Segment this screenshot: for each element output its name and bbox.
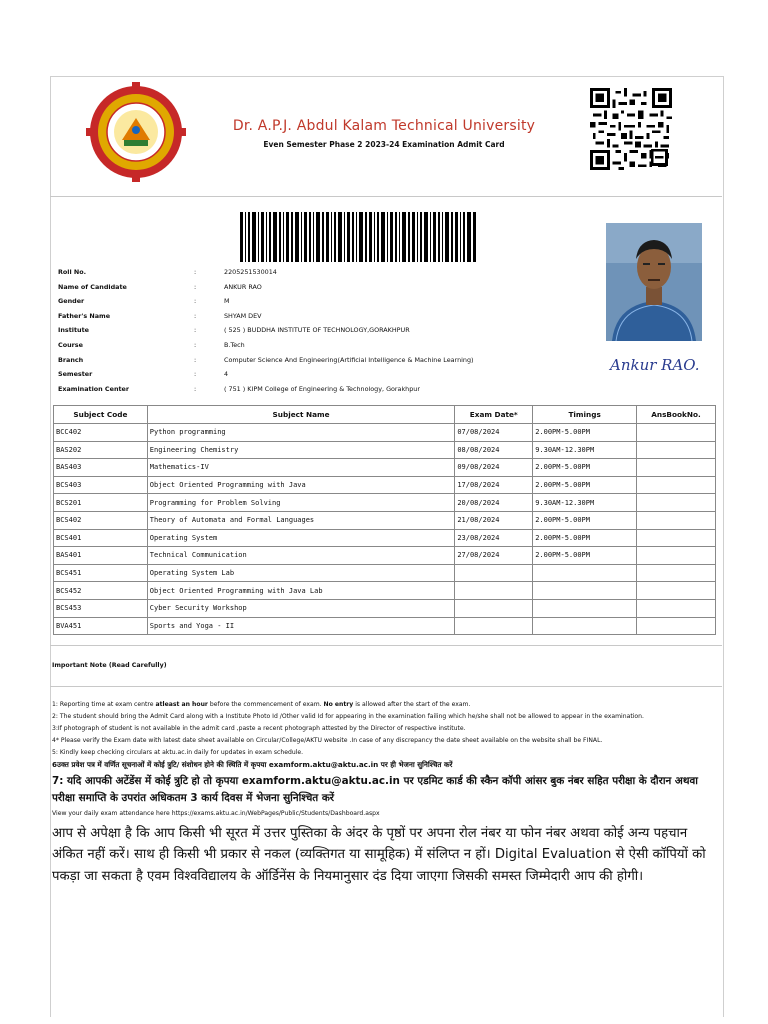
ans-book-no [637,494,716,512]
table-row [54,547,716,565]
table-row [54,441,716,459]
detail-colon: : [194,384,197,393]
qr-code [590,88,672,170]
note-emphasis: atleast an hour [155,701,208,708]
note-6-hindi: 6उक्त प्रवेश पत्र में वर्णित सूचनाओं में कोई त्रुटि/ संशोधन होने की स्थिति में कृपया examform.aktu@aktu.ac.in पर ही भेजना सुनिश्चित करें [52,760,453,770]
timing: 2.00PM-5.00PM [533,476,637,494]
table-row [54,494,716,512]
note-4: 4* Please verify the Exam date with latest date sheet available on Circular/College/AKTU website .In case of any discrepancy the date sheet available on the website shall be FINAL. [52,737,603,745]
candidate-name: ANKUR RAO [224,282,262,291]
detail-label: Course [58,340,83,349]
detail-label: Examination Center [58,384,130,393]
subject-code: BAS202 [54,441,148,459]
university-name: Dr. A.P.J. Abdul Kalam Technical University [232,118,536,134]
subject-name: Programming for Problem Solving [147,494,455,512]
subject-code: BAS403 [54,459,148,477]
subject-name: Cyber Security Workshop [147,599,455,617]
table-row [54,599,716,617]
subject-table [53,405,716,635]
subject-name: Object Oriented Programming with Java Lab [147,582,455,600]
table-row [54,617,716,635]
evaluation-warning-hindi: आप से अपेक्षा है कि आप किसी भी सूरत में उत्तर पुस्तिका के अंदर के पृष्ठों पर अपना रोल नंबर या फोन नंबर अथवा कोई अन्य पहचान अंकित नहीं करें। साथ ही किसी भी प्रकार से नकल (व्यक्तिगत या सामूहिक) में संलिप्त न हों। Digital Evaluation से ऐसी कॉपियों को पकड़ा जा सकता है एवम विश्वविद्यालय के ऑर्डिनेंस के नियमानुसार दंड दिया जाएगा जिसकी समस्त जिम्मेदारी आप की होगी। [52,825,706,884]
subject-code: BAS401 [54,547,148,565]
subject-code: BCS453 [54,599,148,617]
note-7-hindi: 7: यदि आपकी अटेंडेंस में कोई त्रुटि हो तो कृपया examform.aktu@aktu.ac.in पर एडमिट कार्ड की स्कैन कॉपी आंसर बुक नंबर सहित परीक्षा के दौरान अथवा परीक्षा समाप्ति के उपरांत अधिकतम 3 कार्य दिवस में भेजना सुनिश्चित करें [52,775,698,805]
table-row [54,511,716,529]
table-row [54,424,716,442]
table-row [54,459,716,477]
detail-colon: : [194,282,197,291]
note-text: before the commencement of exam. [207,701,324,708]
exam-date: 08/08/2024 [455,441,533,459]
timing: 9.30AM-12.30PM [533,441,637,459]
ans-book-no [637,459,716,477]
subject-code: BVA451 [54,617,148,635]
detail-colon: : [194,355,197,364]
detail-colon: : [194,311,197,320]
important-note-title: Important Note (Read Carefully) [52,662,167,669]
ans-book-no [637,511,716,529]
header-timings: Timings [533,406,637,424]
detail-colon: : [194,268,197,276]
ans-book-no [637,424,716,442]
detail-colon: : [194,340,197,349]
subject-name: Python programming [147,424,455,442]
exam-date: 09/08/2024 [455,459,533,477]
header-subject-code: Subject Code [54,406,148,424]
subject-code: BCS403 [54,476,148,494]
table-row [54,564,716,582]
exam-date [455,582,533,600]
exam-date [455,599,533,617]
note-2: 2: The student should bring the Admit Card along with a Institute Photo Id /Other valid Id for appearing in the examination failing which he/she shall not be allowed to appear in the examination. [52,713,644,721]
header-ans-book-no: AnsBookNo. [637,406,716,424]
timing: 2.00PM-5.00PM [533,547,637,565]
exam-date: 17/08/2024 [455,476,533,494]
detail-label: Branch [58,355,84,364]
timing: 2.00PM-5.00PM [533,459,637,477]
ans-book-no [637,617,716,635]
ans-book-no [637,547,716,565]
timing [533,564,637,582]
note-3: 3:If photograph of student is not available in the admit card ,paste a recent photograph attested by the Director of respective institute. [52,725,466,733]
subject-code: BCS451 [54,564,148,582]
subject-name: Operating System [147,529,455,547]
ans-book-no [637,441,716,459]
header-exam-date: Exam Date* [455,406,533,424]
table-row [54,529,716,547]
subject-name: Engineering Chemistry [147,441,455,459]
divider [50,645,722,646]
timing: 2.00PM-5.00PM [533,424,637,442]
branch: Computer Science And Engineering(Artificial Intelligence & Machine Learning) [224,355,474,364]
detail-colon: : [194,370,197,379]
exam-center: ( 751 ) KIPM College of Engineering & Technology, Gorakhpur [224,384,420,393]
exam-date: 07/08/2024 [455,424,533,442]
note-1 [52,699,716,711]
detail-label: Name of Candidate [58,282,127,291]
detail-colon: : [194,297,197,306]
note-text: is allowed after the start of the exam. [353,701,471,708]
detail-colon: : [194,326,197,335]
timing [533,582,637,600]
subject-name: Object Oriented Programming with Java [147,476,455,494]
exam-date [455,617,533,635]
candidate-photo [606,223,702,341]
subject-name: Theory of Automata and Formal Languages [147,511,455,529]
fathers-name: SHYAM DEV [224,311,262,320]
subject-code: BCS401 [54,529,148,547]
table-row [54,476,716,494]
roll-number: 2205251530014 [224,268,277,276]
svg-text:Ankur RAO.: Ankur RAO. [610,356,700,374]
candidate-signature [604,348,704,378]
exam-date: 27/08/2024 [455,547,533,565]
detail-label: Roll No. [58,268,87,276]
subject-code: BCS201 [54,494,148,512]
ans-book-no [637,529,716,547]
note-text: 1: Reporting time at exam centre [52,701,156,708]
divider [50,196,722,197]
course: B.Tech [224,340,245,349]
timing: 9.30AM-12.30PM [533,494,637,512]
timing: 2.00PM-5.00PM [533,511,637,529]
institute: ( 525 ) BUDDHA INSTITUTE OF TECHNOLOGY,GORAKHPUR [224,326,410,335]
barcode [240,212,476,262]
exam-date [455,564,533,582]
instructions [52,699,716,887]
admit-card-subtitle: Even Semester Phase 2 2023-24 Examination Admit Card [263,140,505,149]
detail-label: Gender [58,297,85,306]
attendance-link[interactable]: View your daily exam attendance here https://exams.aktu.ac.in/WebPages/Public/Students/Dashboard.aspx [52,810,380,818]
detail-label: Institute [58,326,89,335]
ans-book-no [637,564,716,582]
divider [50,686,722,687]
subject-name: Mathematics-IV [147,459,455,477]
timing: 2.00PM-5.00PM [533,529,637,547]
table-row [54,582,716,600]
header-subject-name: Subject Name [147,406,455,424]
ans-book-no [637,582,716,600]
exam-date: 20/08/2024 [455,494,533,512]
subject-name: Sports and Yoga - II [147,617,455,635]
timing [533,617,637,635]
subject-name: Operating System Lab [147,564,455,582]
exam-date: 23/08/2024 [455,529,533,547]
ans-book-no [637,476,716,494]
exam-date: 21/08/2024 [455,511,533,529]
subject-code: BCS402 [54,511,148,529]
subject-code: BCC402 [54,424,148,442]
note-5: 5: Kindly keep checking circulars at aktu.ac.in daily for updates in exam schedule. [52,749,304,757]
detail-label: Father's Name [58,311,111,320]
timing [533,599,637,617]
gender: M [224,297,230,306]
note-emphasis: No entry [323,701,354,708]
table-header-row [54,406,716,424]
detail-label: Semester [58,370,93,379]
subject-code: BCS452 [54,582,148,600]
subject-name: Technical Communication [147,547,455,565]
semester: 4 [224,370,229,379]
ans-book-no [637,599,716,617]
